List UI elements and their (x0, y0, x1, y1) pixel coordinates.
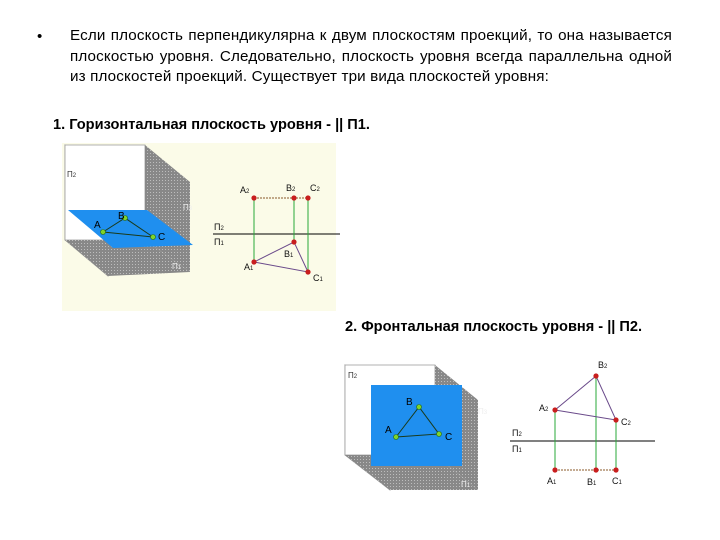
label-b1-2: B1 (587, 477, 597, 487)
definition-paragraph: Если плоскость перпендикулярна к двум плоскостям проекций, то она называется плоскостью уровня. Следовательно, плоскость уровня всегда параллельна одной из плоскостей проекций. Существует три вида плоскостей уровня: (70, 27, 672, 85)
label-axis-pi2-1: П2 (214, 222, 224, 232)
point-a2-2 (552, 407, 557, 412)
point-b1-2 (593, 467, 598, 472)
label-a-1: A (94, 220, 101, 231)
label-a-2: A (385, 425, 392, 436)
point-c2-2 (613, 417, 618, 422)
label-pi3-cube-2: П3 (478, 407, 488, 416)
label-pi3-cube-1: П3 (183, 203, 193, 212)
point-b1-1 (291, 239, 296, 244)
label-pi2-cube-1: П2 (67, 170, 77, 179)
label-c-2: C (445, 432, 453, 443)
label-a1-1: A1 (244, 262, 254, 272)
label-pi2-cube-2: П2 (348, 371, 358, 380)
heading-frontal-plane: 2. Фронтальная плоскость уровня - || П2. (345, 319, 643, 335)
point-c-1 (151, 235, 156, 240)
label-b2-1: B2 (286, 183, 296, 193)
label-pi1-cube-1: П1 (172, 262, 182, 271)
triangle-frontal-proj-2 (555, 376, 616, 420)
label-b2-2: B2 (598, 360, 608, 370)
figure-2-cube (345, 365, 488, 490)
point-a-2 (394, 435, 399, 440)
point-a2-1 (251, 195, 256, 200)
label-b-2: B (406, 397, 413, 408)
label-axis-pi2-2: П2 (512, 428, 522, 438)
figure-2-projection (510, 360, 655, 487)
figure-1 (62, 143, 340, 311)
label-c2-1: C2 (310, 183, 320, 193)
figure-2 (345, 360, 655, 490)
label-axis-pi1-2: П1 (512, 444, 522, 454)
heading-horizontal-plane: 1. Горизонтальная плоскость уровня - || П1. (53, 117, 370, 133)
point-a-1 (101, 230, 106, 235)
point-c1-2 (613, 467, 618, 472)
point-b-2 (417, 405, 422, 410)
point-c1-1 (305, 269, 310, 274)
bullet-marker: • (37, 28, 43, 45)
point-c2-1 (305, 195, 310, 200)
point-a1-2 (552, 467, 557, 472)
label-c2-2: C2 (621, 417, 631, 427)
point-b2-2 (593, 373, 598, 378)
label-b-1: B (118, 211, 125, 222)
label-pi1-cube-2: П1 (461, 480, 471, 489)
label-a1-2: A1 (547, 476, 557, 486)
label-axis-pi1-1: П1 (214, 237, 224, 247)
label-c-1: C (158, 232, 166, 243)
label-a2-2: A2 (539, 403, 549, 413)
label-a2-1: A2 (240, 185, 250, 195)
point-b2-1 (291, 195, 296, 200)
point-a1-1 (251, 259, 256, 264)
label-c1-2: C1 (612, 476, 622, 486)
point-c-2 (437, 432, 442, 437)
label-b1-1: B1 (284, 249, 294, 259)
label-c1-1: C1 (313, 273, 323, 283)
